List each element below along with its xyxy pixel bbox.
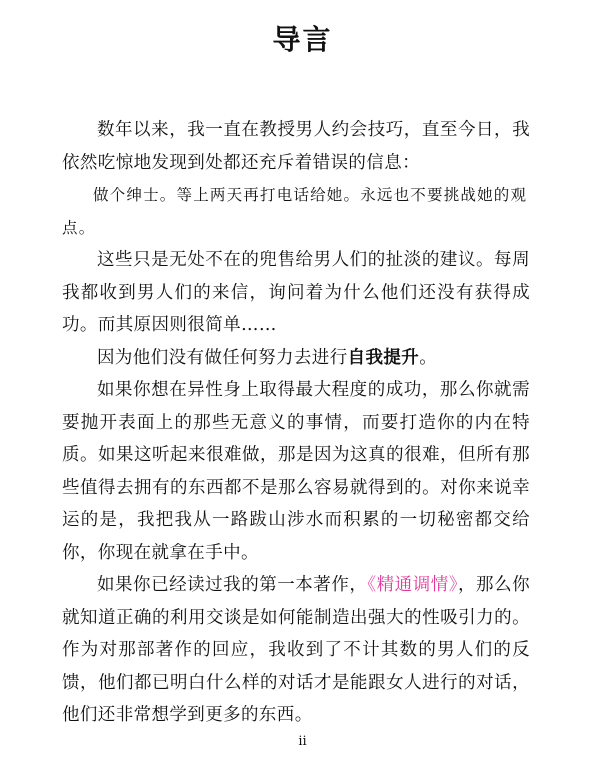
first-book-rest-text: ，那么你就知道正确的利用交谈是如何能制造出强大的性吸引力的。作为对那部著作的回应，我收到了不计其数的男人们的反馈，他们都已明白什么样的对话才是能跟女人进行的对话，他们还非常想学到更多的东西。: [62, 575, 531, 725]
paragraph-inner-qualities: 如果你想在异性身上取得最大程度的成功，那么你就需要抛开表面上的那些无意义的事情，而要打造你的内在特质。如果这听起来很难做，那是因为这真的很难，但所有那些值得去拥有的东西都不是那么容易就得到的。对你来说幸运的是，我把我从一路跋山涉水而积累的一切秘密都交给你，你现在就拿在手中。: [62, 380, 530, 563]
body-text: [62, 114, 530, 732]
paragraph-first-book: [62, 569, 530, 732]
paragraph-self-improvement: [62, 342, 530, 375]
first-book-lead-text: 如果你已经读过我的第一本著作，: [97, 575, 368, 595]
paragraph-bad-advice: 这些只是无处不在的兜售给男人们的扯淡的建议。每周我都收到男人们的来信，询问着为什么他们还没有获得成功。而其原因则很简单……: [62, 250, 530, 335]
self-improvement-lead-text: 因为他们没有做任何努力去进行: [97, 347, 348, 368]
paragraph-intro: 数年以来，我一直在教授男人约会技巧，直至今日，我依然吃惊地发现到处都还充斥着错误的信息：: [62, 120, 530, 173]
page-title: 导言: [272, 23, 333, 56]
self-improvement-end-text: 。: [419, 347, 438, 368]
page-number: ii: [298, 734, 307, 749]
self-improvement-emphasis: 自我提升: [347, 347, 420, 368]
quoted-advice: 做个绅士。等上两天再打电话给她。永远也不要挑战她的观点。: [62, 186, 528, 237]
book-title-link[interactable]: 《精通调情》: [367, 575, 459, 595]
